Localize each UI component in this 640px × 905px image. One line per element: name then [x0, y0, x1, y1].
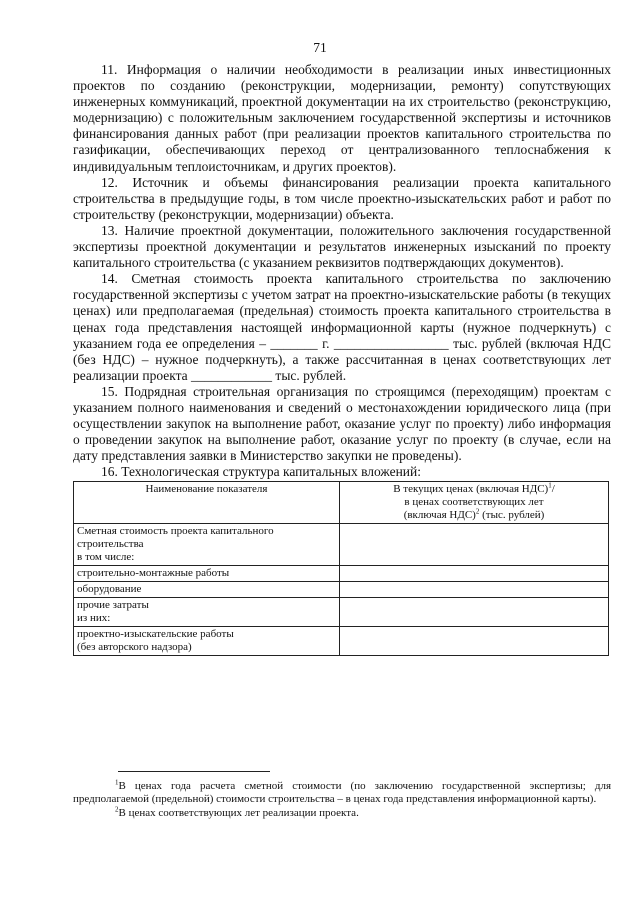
- paragraph-11: 11. Информация о наличии необходимости в реализации иных инвестиционных проектов по созданию (реконструкции, модернизации, ремонту) сопутствующих инженерных коммуникаций, проектной документации на их строительство (реконструкцию, модернизацию) с положительным заключением государственной экспертизы и источников финансирования данных работ (при реализации проектов капитального строительства по газификации, обеспечивающих переход от централизованного теплоснабжения к индивидуальным теплоисточникам, и других проектов).: [73, 62, 611, 174]
- row-label-line: проектно-изыскательские работы: [77, 628, 234, 641]
- table-cell-label: [74, 598, 340, 627]
- row-label-line: (без авторского надзора): [77, 641, 192, 654]
- table-row: [74, 582, 609, 598]
- header-indicator-name: [74, 482, 340, 524]
- table-cell-value: [340, 566, 609, 582]
- header-prices: [340, 482, 609, 524]
- footnote-separator: [118, 771, 270, 772]
- row-label-line: строительно-монтажные работы: [77, 567, 230, 580]
- document-body: [73, 62, 611, 656]
- table-cell-value: [340, 582, 609, 598]
- table-cell-value: [340, 524, 609, 566]
- footnote-text: В ценах соответствующих лет реализации проекта.: [118, 806, 359, 819]
- paragraph-15: 15. Подрядная строительная организация по строящимся (переходящим) проектам с указанием полного наименования и сведений о местонахождении юридического лица (при осуществлении закупок на выполнение работ, оказание услуг по проекту) либо информация о проведении закупок на выполнение работ, оказание услуг по проекту (в случае, если на дату представления заявки в Министерство закупки не проведены).: [73, 383, 611, 464]
- page-number: 71: [313, 40, 327, 55]
- row-label-line: из них:: [77, 612, 111, 625]
- footnote-mark: 2: [115, 805, 119, 814]
- table-cell-value: [340, 627, 609, 656]
- header-prices-line1: В текущих ценах (включая НДС): [393, 483, 549, 496]
- row-label-line: Сметная стоимость проекта капитального: [77, 525, 274, 538]
- table-cell-label: [74, 627, 340, 656]
- table-header-row: [74, 482, 609, 524]
- table-cell-label: [74, 566, 340, 582]
- header-indicator-label: Наименование показателя: [145, 483, 268, 496]
- table-row: [74, 566, 609, 582]
- paragraph-16: 16. Технологическая структура капитальных вложений:: [101, 464, 421, 480]
- footnote-ref-1: 1: [548, 481, 552, 490]
- table-row: [74, 598, 609, 627]
- footnote-mark: 1: [115, 778, 119, 787]
- paragraph-13: 13. Наличие проектной документации, положительного заключения государственной экспертизы проектной документации и результатов инженерных изысканий по проекту капитального строительства (с указанием реквизитов подтверждающих документов).: [73, 222, 611, 271]
- paragraph-14: 14. Сметная стоимость проекта капитального строительства по заключению государственной экспертизы с учетом затрат на проектно-изыскательские работы (в текущих ценах) или предполагаемая (предельная) стоимость проекта капитального строительства в ценах года представления настоящей информационной карты (нужное подчеркнуть) с указанием года ее определения – _______ г. _________________ тыс. рублей (включая НДС (без НДС) – нужное подчеркнуть), а также рассчитанная в ценах соответствующих лет реализации проекта ____________ тыс. рублей.: [73, 271, 611, 383]
- table-row: [74, 524, 609, 566]
- footnote-1: [73, 780, 611, 807]
- table-cell-value: [340, 598, 609, 627]
- header-prices-line1-tail: /: [551, 483, 555, 496]
- row-label-line: строительства: [77, 538, 144, 551]
- table-row: [74, 627, 609, 656]
- footnote-text: В ценах года расчета сметной стоимости (по заключению государственной экспертизы; для предполагаемой (предельной) стоимости строительства – в ценах года представления информационной карты).: [73, 780, 611, 806]
- table-cell-label: [74, 582, 340, 598]
- footnotes: [73, 780, 611, 820]
- header-prices-line2: в ценах соответствующих лет: [404, 496, 544, 509]
- paragraph-12: 12. Источник и объемы финансирования реализации проекта капитального строительства в предыдущие годы, в том числе проектно-изыскательских работ и работ по строительству (реконструкции, модернизации) объекта.: [73, 174, 611, 222]
- footnote-ref-2: 2: [475, 507, 480, 516]
- row-label-line: в том числе:: [77, 551, 135, 564]
- header-prices-line3: (включая НДС): [403, 509, 476, 522]
- row-label-line: прочие затраты: [77, 599, 149, 612]
- table-cell-label: [74, 524, 340, 566]
- row-label-line: оборудование: [77, 583, 142, 596]
- footnote-2: [73, 807, 611, 820]
- header-prices-line3-tail: (тыс. рублей): [479, 509, 545, 522]
- capital-investment-table: [73, 481, 609, 656]
